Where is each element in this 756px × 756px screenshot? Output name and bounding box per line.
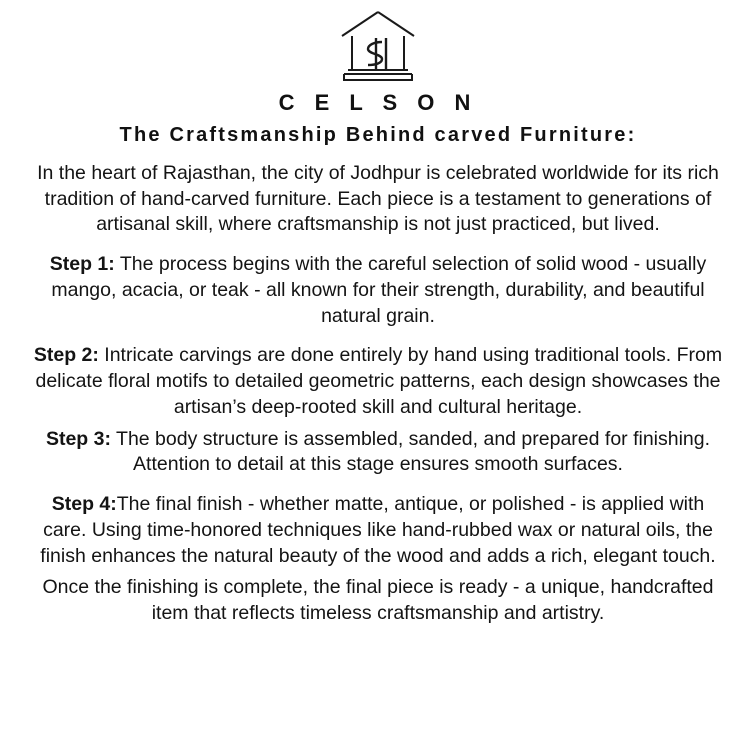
step-label: Step 1: xyxy=(49,253,115,276)
brand-logo xyxy=(330,8,426,88)
paragraph-step-1 xyxy=(28,252,728,329)
paragraph-text: The body structure is assembled, sanded, and prepared for finishing. Attention to detail at this stage ensures smooth surfaces. xyxy=(110,427,711,476)
step-label: Step 2: xyxy=(33,344,99,367)
brand-name: C E L S O N xyxy=(278,90,478,115)
paragraph-text: In the heart of Rajasthan, the city of Jodhpur is celebrated worldwide for its rich tradition of hand-carved furniture. Each piece is a testament to generations of artisanal skill, where craftsmanship is not just practiced, but lived. xyxy=(37,162,719,236)
paragraph-text: Intricate carvings are done entirely by hand using traditional tools. From delicate floral motifs to detailed geometric patterns, each design showcases the artisan’s deep-rooted skill and cultural heritage. xyxy=(35,344,723,418)
paragraph-step-3 xyxy=(28,427,728,478)
paragraph-text: The final finish - whether matte, antique, or polished - is applied with care. Using time-honored techniques like hand-rubbed wax or natural oils, the finish enhances the natural beauty of the wood and adds a rich, elegant touch. xyxy=(40,493,716,567)
step-label: Step 3: xyxy=(45,427,111,450)
page-title: The Craftsmanship Behind carved Furniture: xyxy=(119,124,637,146)
paragraph-text: Once the finishing is complete, the final piece is ready - a unique, handcrafted item that reflects timeless craftsmanship and artistry. xyxy=(42,576,714,625)
house-monogram-icon xyxy=(330,8,426,86)
step-label: Step 4: xyxy=(51,493,117,516)
paragraph-text: The process begins with the careful selection of solid wood - usually mango, acacia, or teak - all known for their strength, durability, and beautiful natural grain. xyxy=(51,253,707,327)
paragraph-step-4 xyxy=(28,492,728,569)
paragraph-intro xyxy=(28,161,728,238)
paragraph-step-2 xyxy=(28,343,728,420)
paragraph-closing xyxy=(28,575,728,626)
